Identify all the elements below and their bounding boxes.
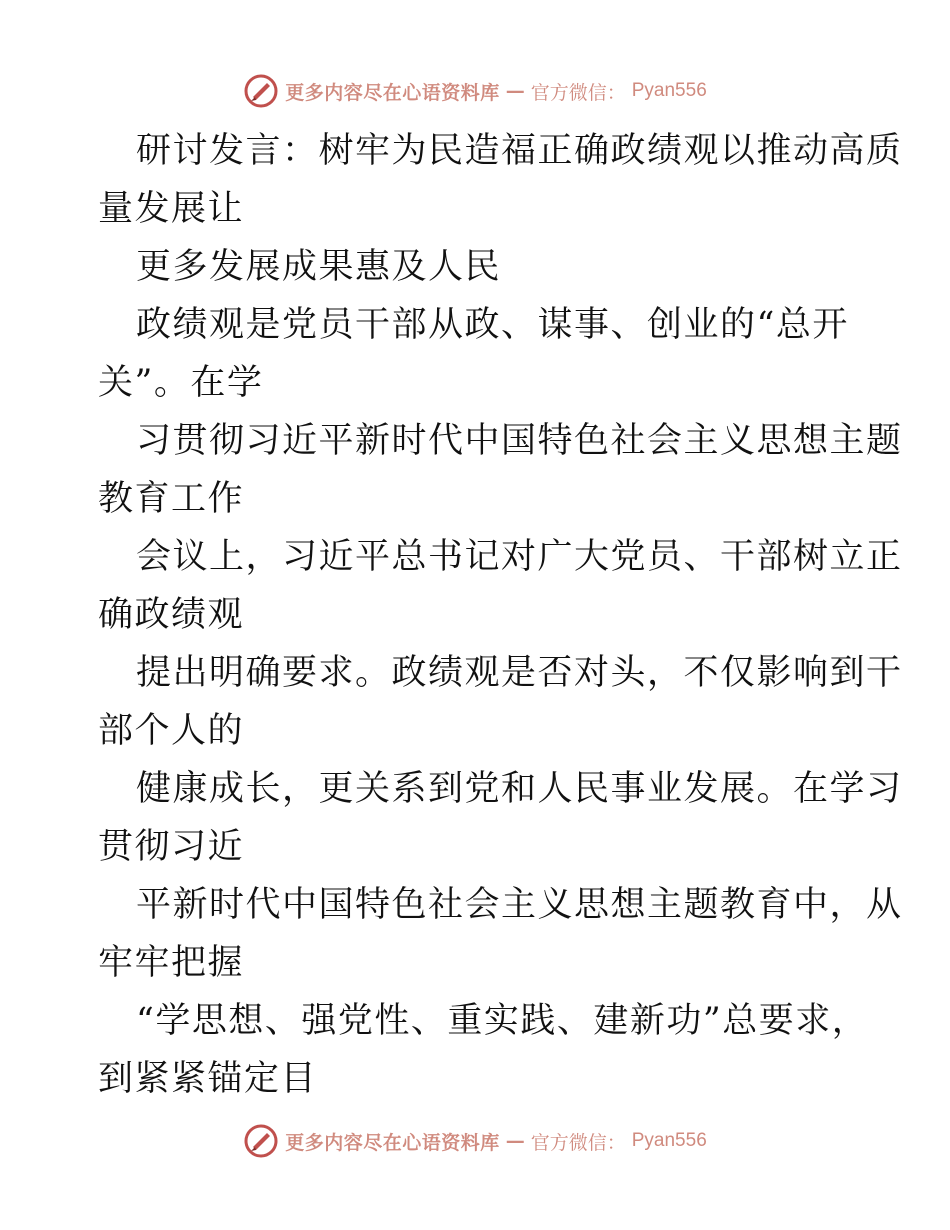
text-line: 关”。在学 xyxy=(98,363,264,403)
text-line: 贯彻习近 xyxy=(98,827,245,867)
quill-logo-icon xyxy=(243,1123,279,1159)
text-line: 确政绩观 xyxy=(98,595,245,635)
watermark-wechat-id: Pyan556 xyxy=(631,1130,707,1151)
text-line: 牢牢把握 xyxy=(98,943,245,983)
watermark-wechat-id: Pyan556 xyxy=(631,80,707,101)
header-watermark xyxy=(0,71,950,111)
text-line: 政绩观是党员干部从政、谋事、创业的“总开 xyxy=(136,305,849,345)
watermark-site-text: 更多内容尽在心语资料库 xyxy=(285,81,500,104)
footer-watermark xyxy=(0,1121,950,1161)
watermark-site-text: 更多内容尽在心语资料库 xyxy=(285,1131,500,1154)
text-line: “学思想、强党性、重实践、建新功”总要求， xyxy=(136,1001,869,1041)
quill-logo-icon xyxy=(243,73,279,109)
watermark-wechat-label: 官方微信： xyxy=(530,81,626,104)
text-line: 会议上，习近平总书记对广大党员、干部树立正 xyxy=(136,537,903,577)
text-line: 研讨发言：树牢为民造福正确政绩观以推动高质 xyxy=(136,131,903,171)
document-body xyxy=(98,122,903,1108)
text-line: 教育工作 xyxy=(98,479,245,519)
text-line: 到紧紧锚定目 xyxy=(98,1059,318,1099)
text-line: 提出明确要求。政绩观是否对头，不仅影响到干 xyxy=(136,653,903,693)
text-line: 更多发展成果惠及人民 xyxy=(136,247,502,287)
text-line: 量发展让 xyxy=(98,189,245,229)
text-line: 部个人的 xyxy=(98,711,245,751)
text-line: 平新时代中国特色社会主义思想主题教育中，从 xyxy=(136,885,903,925)
watermark-separator: — xyxy=(505,1130,525,1152)
watermark-separator: — xyxy=(505,80,525,102)
text-line: 习贯彻习近平新时代中国特色社会主义思想主题 xyxy=(136,421,903,461)
watermark-wechat-label: 官方微信： xyxy=(530,1131,626,1154)
text-line: 健康成长，更关系到党和人民事业发展。在学习 xyxy=(136,769,903,809)
